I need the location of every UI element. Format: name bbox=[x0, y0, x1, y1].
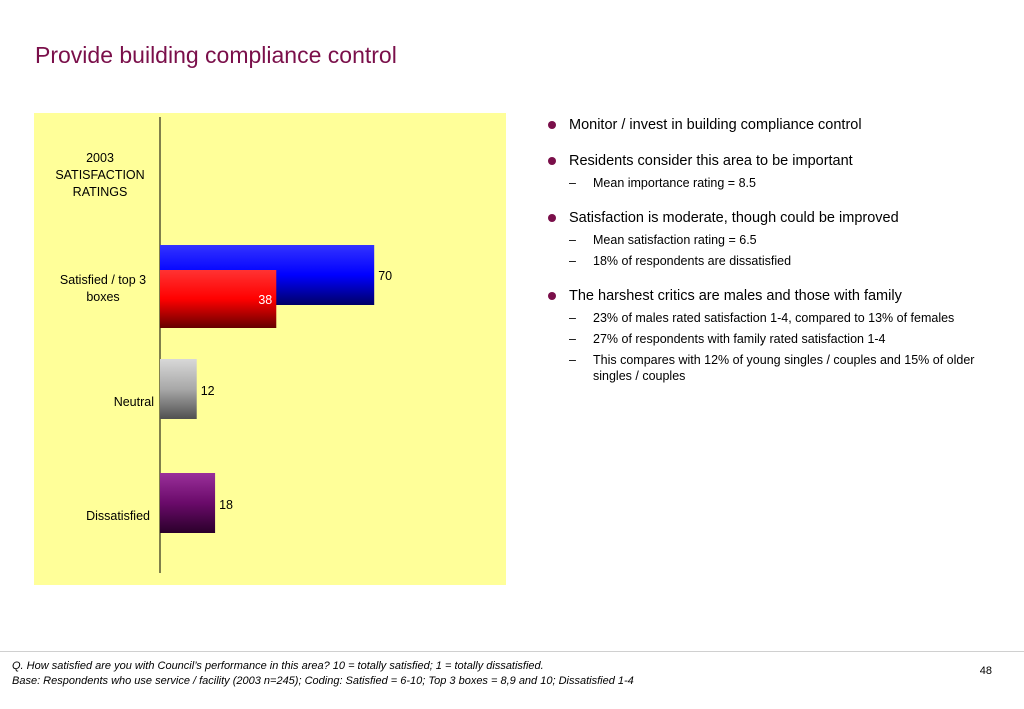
sub-bullet-text: 27% of respondents with family rated satisfaction 1-4 bbox=[593, 332, 886, 346]
chart-header: 2003 SATISFACTION RATINGS bbox=[55, 151, 145, 199]
bullet-group bbox=[548, 152, 1008, 191]
bullet-item bbox=[548, 209, 1008, 227]
dash-icon: – bbox=[569, 311, 576, 325]
bullet-item bbox=[548, 287, 1008, 305]
dash-icon: – bbox=[569, 233, 576, 247]
bullet-list bbox=[548, 116, 1008, 402]
bullet-dot-icon bbox=[548, 157, 556, 165]
category-label-neutral: Neutral bbox=[113, 395, 154, 409]
bullet-group bbox=[548, 209, 1008, 269]
bar-value-label-3: 18 bbox=[219, 498, 233, 512]
sub-bullet-text: 23% of males rated satisfaction 1-4, compared to 13% of females bbox=[593, 311, 955, 325]
bullet-text: Monitor / invest in building compliance control bbox=[569, 117, 862, 133]
footer-divider bbox=[0, 651, 1024, 652]
bar-2 bbox=[160, 359, 197, 419]
bullet-group bbox=[548, 116, 1008, 134]
chart-panel bbox=[34, 113, 506, 585]
sub-bullet-item bbox=[548, 331, 1008, 347]
page-title: Provide building compliance control bbox=[35, 42, 397, 68]
bullet-dot-icon bbox=[548, 121, 556, 129]
page-number: 48 bbox=[979, 665, 992, 677]
bullet-text: Satisfaction is moderate, though could be improved bbox=[569, 210, 899, 226]
bar-value-label-2: 12 bbox=[200, 384, 215, 398]
category-label-satisfied: Satisfied / top 3 boxes bbox=[59, 273, 147, 304]
bullet-dot-icon bbox=[548, 292, 556, 300]
bar-3 bbox=[160, 473, 215, 533]
sub-bullet-text: This compares with 12% of young singles / couples and 15% of older singles / couples bbox=[593, 353, 975, 383]
category-label-dissatisfied: Dissatisfied bbox=[86, 509, 150, 523]
sub-bullet-item bbox=[548, 310, 1008, 326]
sub-bullet-text: Mean satisfaction rating = 6.5 bbox=[593, 233, 757, 247]
dash-icon: – bbox=[569, 353, 576, 367]
sub-bullet-text: 18% of respondents are dissatisfied bbox=[593, 254, 792, 268]
footnote bbox=[12, 659, 634, 689]
bullet-item bbox=[548, 152, 1008, 170]
bar-value-label-1: 38 bbox=[258, 293, 273, 307]
footnote-question: Q. How satisfied are you with Council’s performance in this area? 10 = totally satisfied; 1 = totally dissatisfied. bbox=[12, 660, 544, 672]
bullet-dot-icon bbox=[548, 214, 556, 222]
sub-bullet-item bbox=[548, 352, 1008, 384]
sub-bullet-item bbox=[548, 253, 1008, 269]
sub-bullet-item bbox=[548, 175, 1008, 191]
bullet-item bbox=[548, 116, 1008, 134]
bullet-text: The harshest critics are males and those with family bbox=[569, 288, 902, 304]
dash-icon: – bbox=[569, 176, 576, 190]
bar-chart bbox=[34, 113, 506, 585]
bar-value-label-0: 70 bbox=[378, 269, 393, 283]
sub-bullet-text: Mean importance rating = 8.5 bbox=[593, 176, 756, 190]
dash-icon: – bbox=[569, 332, 576, 346]
dash-icon: – bbox=[569, 254, 576, 268]
sub-bullet-item bbox=[548, 232, 1008, 248]
bullet-group bbox=[548, 287, 1008, 384]
bullet-text: Residents consider this area to be important bbox=[569, 153, 853, 169]
footnote-base: Base: Respondents who use service / facility (2003 n=245); Coding: Satisfied = 6-10; Top 3 boxes = 8,9 and 10; Dissatisfied 1-4 bbox=[12, 675, 634, 687]
